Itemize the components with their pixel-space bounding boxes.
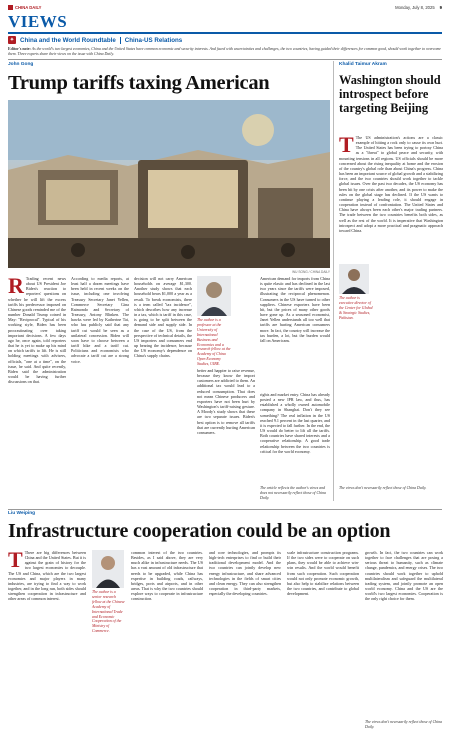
author-portrait-icon [197, 276, 231, 316]
editor-note [8, 47, 442, 57]
article3-col-1 [8, 547, 86, 602]
issue-date: Monday, July 8, 2025 [395, 4, 435, 10]
article1-col2-text: According to media reports, at least half a dozen meetings have been held in recent weeks on the issue, including one involving Treasury Secretary Janet Yellen, Commerce Secretary Gina Raimondo and Secretary of Treasury, Antony Blinken. The hawks were led by Katherine Tai, who has publicly said that any tariff cut would be seen as a unilateral concession. Biden will soon have to choose between a tariff hike and a tariff cut. Politicians and economists who advocate a tariff cut are a strong voice. [71, 276, 129, 364]
article3-headline: Infrastructure cooperation could be an option [8, 520, 391, 542]
article2-body [339, 132, 443, 233]
roundtable-banner [8, 35, 442, 45]
article1-col6-text: rights and market entry. China has already posted a new IPR law, and thus, has established a wholly owned automobile company in Shanghai. Don't they see something? The real inflation in the US reached 9.1 percent in the last quarter, and it is expected to fall further. In the end, the US would do better to lift all the tariffs. Both countries have shared interests and a cooperative relationship. A good trade relationship between the two countries is critical for the world economy. [260, 392, 330, 454]
article3-col-4 [287, 550, 359, 596]
roundtable-label: China and the World Roundtable [20, 36, 116, 44]
article3-author-photo [92, 550, 124, 588]
article3-col-3 [209, 550, 281, 596]
article1-closing-note: The article reflects the author's views and does not necessarily reflect those of China Daily. [260, 486, 326, 500]
article3-col1-text: There are big differences between China and the United States. But it is against the grain of history for the two largest economies to decouple. The US and China, which are the two largest economies and major players in many industries, are trying to find a way to work together, and in the long run, both sides should strengthen cooperation in infrastructure and other areas of common interest. [8, 550, 86, 602]
roundtable-tag: China-US Relations [124, 36, 183, 44]
editor-note-text: As the world's two largest economies, China and the United States have common economic and security interests. And faced with uncertainties and challenges, the two countries, having guided their differences for common good, should work together to overcome them. Three experts share their views on the issue with China Daily. [8, 47, 442, 56]
article1-col-2 [71, 276, 129, 364]
banner-divider [120, 37, 121, 44]
article1-col-6 [260, 392, 330, 454]
editor-note-lead: Editor's note: [8, 47, 31, 51]
article1-author-note: The author is a professor at the University of International Business and Economics and a research fellow at the Academy of China Open Economy Studies, UIBE. [197, 318, 231, 367]
article3-col2-text: common interest of the two countries. Besides, as I said above, they are very much alike in infrastructure needs. The US has a vast amount of old infrastructure that needs to be upgraded, while China has expertise in building roads, railways, bridges, ports and airports, and in other areas. That is why the two countries should explore ways to cooperate in infrastructure construction. [131, 550, 203, 602]
article2-body-text: The US administration's actions are a classic example of hitting a rock only to cause its own hurt. The United States has been trying to portray China as a "threat" to global peace and security, with mounting tensions in all regions. US officials should be more concerned about the rising inequality at home and the erosion of the country's global role than about China's progress. China has been an important source of global growth and a stabilizing force, and the two countries should work together to tackle global issues. Over the past two decades, the US economy has been hit by one crisis after another, and its power to make the rules on the global stage has declined. If the US wants to continue playing a leading role, it should engage in cooperation instead of confrontation. The United States and China have always been each other's major trading partners. The trade between the two countries benefits both sides, as well as the rest of the world. It is imperative that Washington introspect and adopt a more practical and pragmatic approach toward China. [339, 135, 443, 233]
author-portrait-icon [339, 264, 369, 294]
article3-col-2 [131, 550, 203, 602]
article1-headline: Trump tariffs taxing American [8, 72, 270, 94]
drop-cap: T [339, 132, 354, 157]
article3-col4-text: scale infrastructure construction programs. If the two sides were to cooperate on such plans, they would be able to achieve win-win results. And the world would benefit from such cooperation. Such cooperation would not only promote economic growth, but also help to stabilize relations between the two countries, and contribute to global development. [287, 550, 359, 597]
article2-byline: Khalid Taimur Akram [339, 62, 387, 67]
article1-col4-text: better and happier to raise revenue, because they know the import customers are addicted to them. An additional tax would lead to a reduced consumption. That does not mean Chinese producers and exporters have not been hurt by Washington's tariff-raising gesture. A Moody's study shows that these are two separate issues. Biden's best option is to remove all tariffs that are currently hurting American consumers. [197, 368, 255, 435]
article1-col-4 [197, 368, 255, 435]
masthead [8, 3, 442, 11]
article2-headline: Washington should introspect before targeting Beijing [339, 73, 441, 115]
article3-col3-text: and core technologies, and prompts its high-tech enterprises to find or build their traditional development model. And the two countries can jointly develop new energy infrastructure, and share advanced technologies in the fields of smart cities and clean energy. They can also strengthen cooperation in third-party markets, especially the developing countries. [209, 550, 281, 597]
photo-credit: WU SONG / CHINA DAILY [292, 270, 330, 274]
article1-col-1 [8, 273, 66, 385]
paper-logo [8, 5, 41, 10]
article1-col1-text: Trading recent news about US President Joe Biden's reaction to reporters' questions on whether he will lift the excess tariffs his predecessor imposed on Chinese goods reminded me of the number Donald Trump coined in May: "Reciprocal". Typical of his working style, Biden has been procrastinating over taking important decisions. A few days ago he, once again, told reporters that he is yet to make up his mind on which tariffs to lift. He is still holding meetings with advisers, officials, "one at a time", on the issue, he said. And quite recently, Biden said the administration would be having further discussions on that. [8, 276, 66, 385]
article2-author-photo [339, 264, 369, 294]
drop-cap: R [8, 273, 24, 298]
column-rule [333, 61, 334, 501]
article2-closing-note: The views don't necessarily reflect those of China Daily. [339, 486, 427, 490]
article3-author-note: The author is a senior research fellow at the Chinese Academy of International Trade and Economic Cooperation of the Ministry of Commerce. [92, 590, 125, 634]
section-rule [8, 32, 442, 34]
divider [8, 509, 442, 510]
article3-col-5 [365, 550, 443, 602]
page-number: 9 [439, 4, 442, 10]
article1-col-3 [134, 276, 192, 359]
article3-closing-note: The views don't necessarily reflect those of China Daily. [365, 720, 443, 729]
article1-byline: John Gong [8, 62, 34, 67]
article1-col-5 [260, 276, 330, 343]
article1-col3-text: decision will not carry American households on average $1,300. Another study shows that each household bears $1,000 a year as a result. To break economists, there is a term called "tax incidence", which describes how any increase in a tax, which is tariff in this case, is going to be split between the demand side and supply side. In the case of the US, from the perspective of technical details, the US importers and consumers end up bearing the incidence, because the US economy's dependence on China's supply chains. [134, 276, 192, 359]
author-portrait-icon [92, 550, 124, 588]
article3-byline: Liu Weiping [8, 511, 36, 516]
article1-illustration [8, 100, 330, 268]
china-daily-logo-icon [8, 5, 13, 10]
article1-author-photo [197, 276, 231, 316]
divider [8, 59, 442, 60]
article2-author-note: The author is executive director of the Center for Global & Strategic Studies, Pakistan. [339, 296, 373, 320]
paper-name: CHINA DAILY [15, 4, 42, 10]
illustration-graphic [8, 100, 330, 268]
drop-cap: T [8, 547, 23, 572]
article3-col5-text: growth. In fact, the two countries can work together to face challenges that are posing a serious threat to humanity, such as climate change, pandemics, and energy crises. The two countries should work together to uphold multilateralism and safeguard the multilateral trading system, and jointly promote an open world economy. China and the US are the world's two largest economies. Cooperation is the only right choice for them. [365, 550, 443, 602]
roundtable-icon: ✦ [9, 37, 15, 43]
article1-col5-text: American demand for imports from China is quite elastic and has declined in the last two years since the tariffs were imposed, illustrating the reciprocal phenomenon. Consumers in the US have turned to other suppliers. Chinese exporters have been hit, but the prices of many other goods have gone up. As a seasoned economist, Janet Yellen understands all too well that tariffs are hurting American consumers more. In fact, the country will increase the tax burden, a lot, but the burden would fall on Americans. [260, 276, 330, 343]
section-title: VIEWS [8, 12, 68, 31]
